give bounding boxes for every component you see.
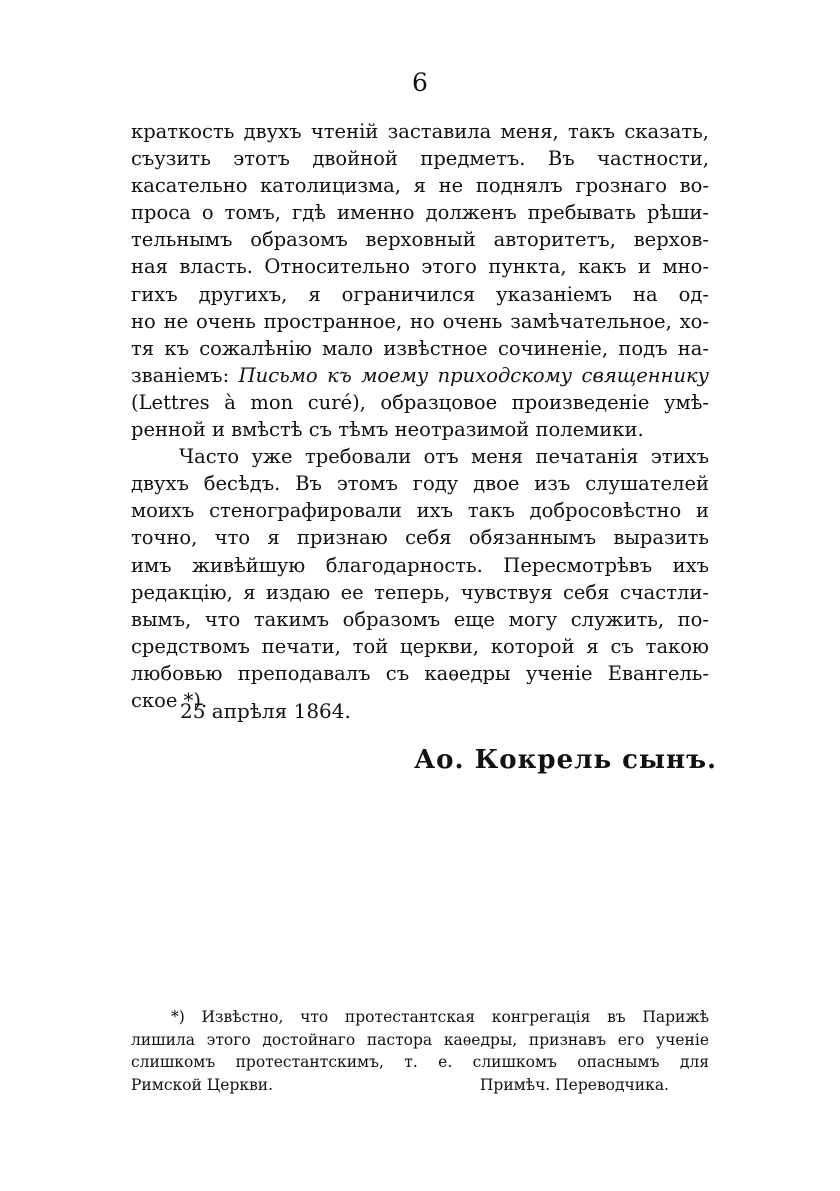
text-line: точно, что я признаю себя обязаннымъ выразить xyxy=(131,526,709,550)
text-line: ское *). xyxy=(131,688,208,712)
translator-note: Примѣч. Переводчика. xyxy=(479,1075,669,1094)
text-line: редакцію, я издаю ее теперь, чувствуя себя счастли- xyxy=(131,580,709,604)
text-line: гихъ другихъ, я ограничился указаніемъ на од- xyxy=(131,282,709,306)
text-line: средствомъ печати, той церкви, которой я съ такою xyxy=(131,634,709,658)
text-line: ренной и вмѣстѣ съ тѣмъ неотразимой полемики. xyxy=(131,418,644,442)
text-line: тя къ сожалѣнію мало извѣстное сочиненіе, подъ на- xyxy=(131,336,709,360)
footnote-line: слишкомъ протестантскимъ, т. е. слишкомъ опаснымъ для xyxy=(131,1053,709,1071)
text-line: Часто уже требовали отъ меня печатанія этихъ xyxy=(179,445,709,469)
footnote xyxy=(131,1006,709,1096)
date: 25 апрѣля 1864. xyxy=(180,699,351,723)
footnote-last-left: Римской Церкви. xyxy=(131,1075,274,1094)
text-line: имъ живѣйшую благодарность. Пересмотрѣвъ ихъ xyxy=(131,553,709,577)
text-line: съузить этотъ двойной предметъ. Въ частности, xyxy=(131,147,709,171)
text-line: любовью преподавалъ съ каѳедры ученіе Евангель- xyxy=(131,661,709,685)
text-line: двухъ бесѣдъ. Въ этомъ году двое изъ слушателей xyxy=(131,472,709,496)
text-line: ная власть. Относительно этого пункта, какъ и мно- xyxy=(131,255,709,279)
book-title: Письмо къ моему приходскому священнику xyxy=(238,363,709,387)
footnote-line: лишила этого достойнаго пастора каѳедры, признавъ его ученіе xyxy=(131,1030,709,1049)
text-line: касательно католицизма, я не поднялъ грознаго во- xyxy=(131,174,709,198)
footnote-last-line xyxy=(131,1074,709,1097)
title-prefix: званіемъ: xyxy=(131,363,230,387)
text-line-title xyxy=(131,362,709,389)
text-line: тельнымъ образомъ верховный авторитетъ, верхов- xyxy=(131,228,709,252)
text-line: вымъ, что такимъ образомъ еще могу служить, по- xyxy=(131,607,709,631)
main-text xyxy=(131,118,709,714)
text-line: краткость двухъ чтеній заставила меня, такъ сказать, xyxy=(131,120,709,143)
page-number: 6 xyxy=(412,68,428,97)
text-line: проса о томъ, гдѣ именно долженъ пребывать рѣши- xyxy=(131,201,709,225)
text-line: (Lettres à mon curé), образцовое произведеніе умѣ- xyxy=(131,390,709,414)
signature: Ао. Кокрель сынъ. xyxy=(414,745,718,775)
footnote-line: *) Извѣстно, что протестантская конгрегація въ Парижѣ xyxy=(171,1008,709,1026)
text-line: моихъ стенографировали ихъ такъ добросовѣстно и xyxy=(131,499,709,523)
text-line: но не очень пространное, но очень замѣчательное, хо- xyxy=(131,309,709,333)
